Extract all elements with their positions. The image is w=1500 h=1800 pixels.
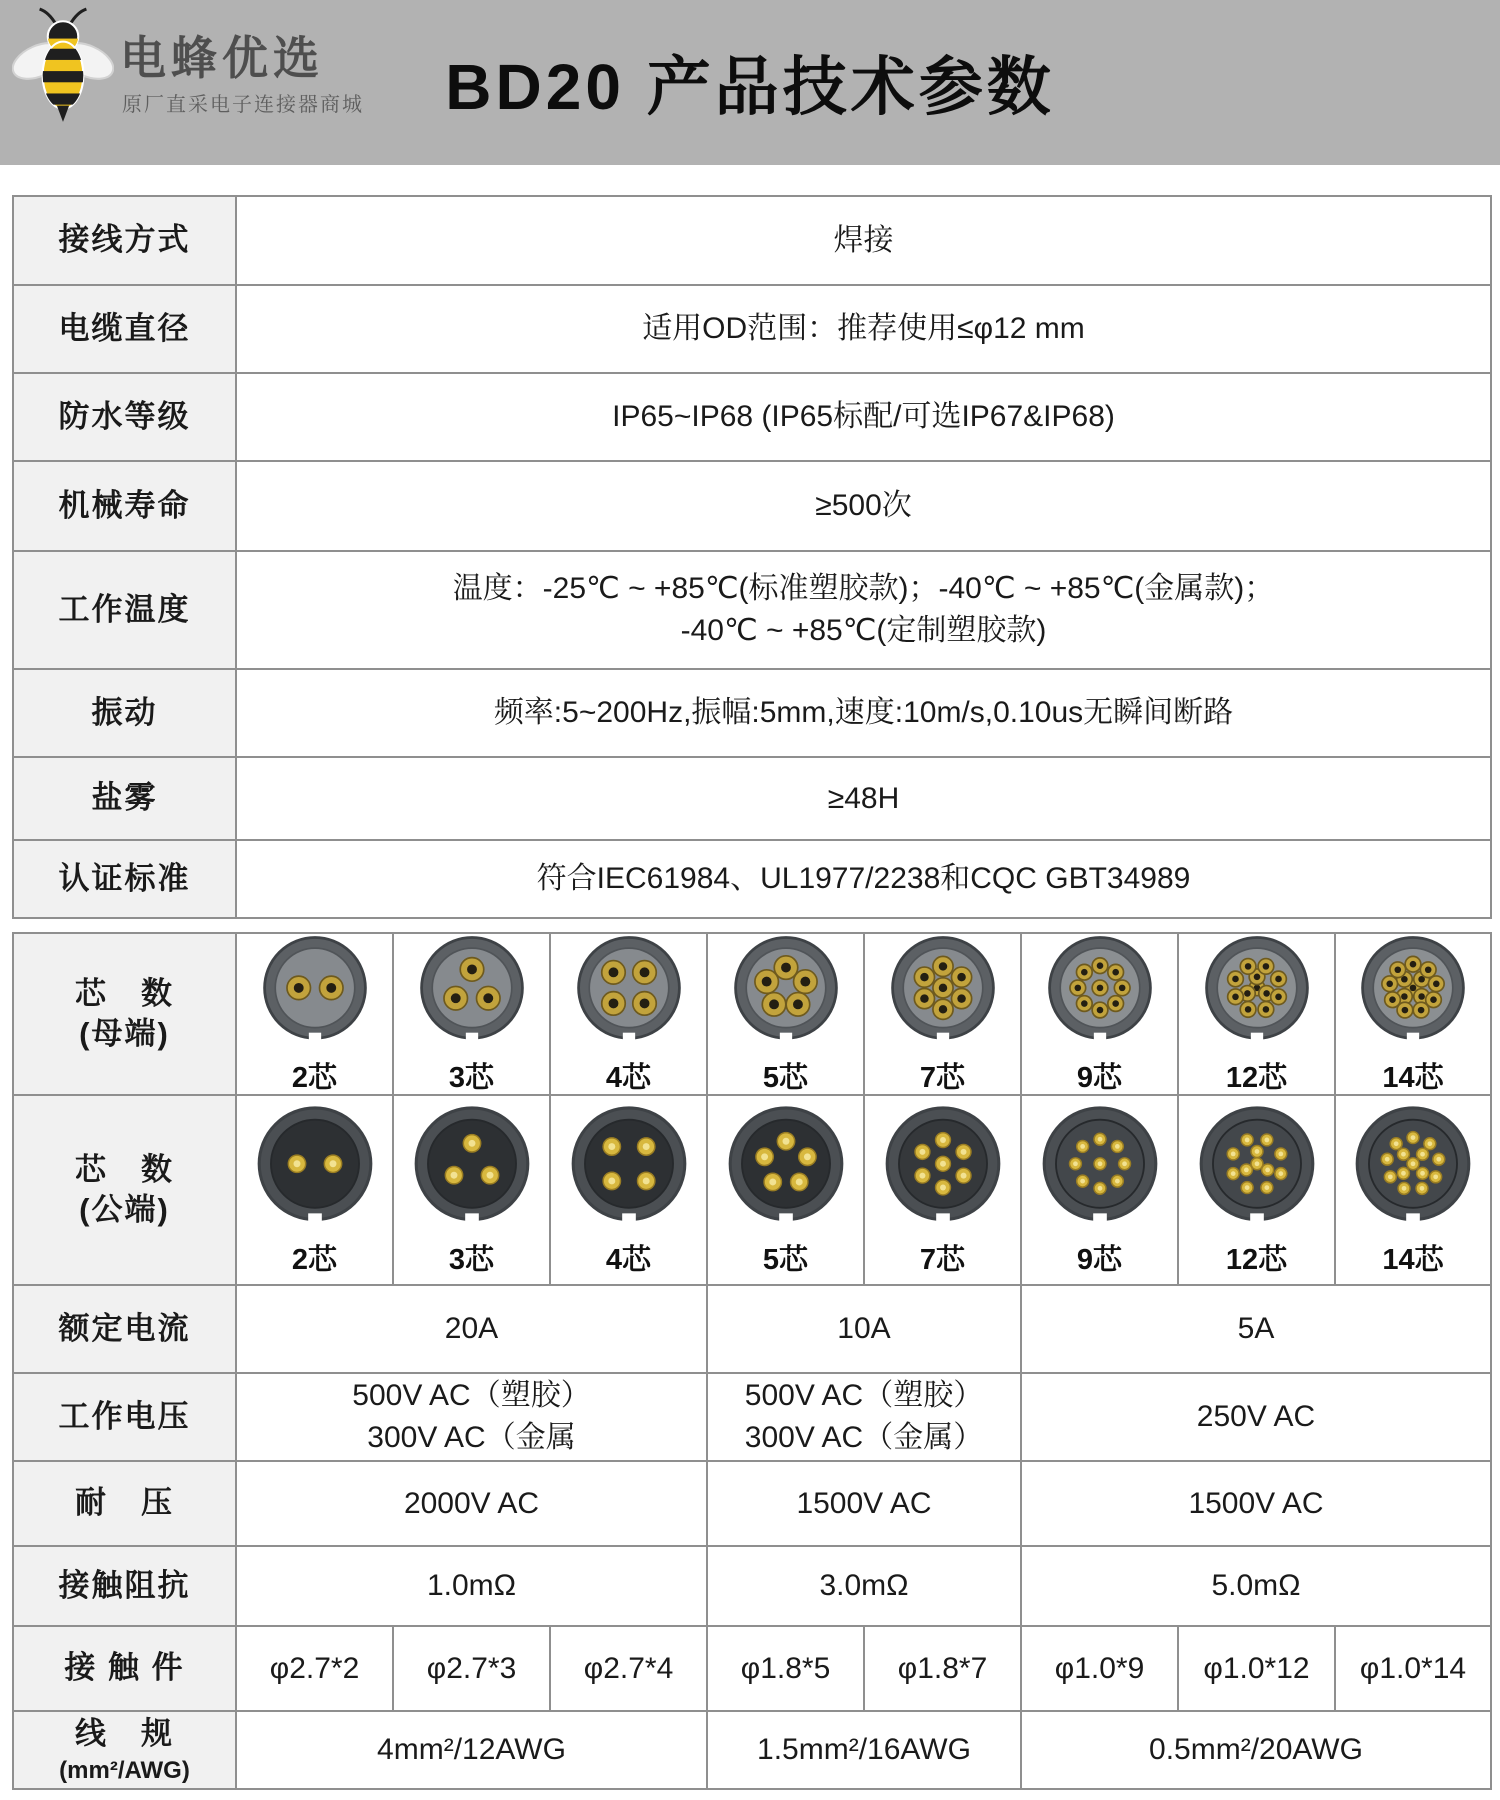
connector-9-core-female-image [1044,933,1156,1057]
spec-value-cell: φ1.8*5 [706,1627,863,1710]
spec-row-0 [14,1284,1490,1372]
spec-row [14,197,1490,284]
connector-cell [1334,934,1490,1094]
spec-row-4 [14,1625,1490,1710]
spec-row-3 [14,1545,1490,1625]
spec-value-cell: 1.0mΩ [235,1547,706,1625]
spec-row-label: 工作温度 [14,552,235,668]
connector-cell [1020,934,1177,1094]
spec-row-value: 焊接 [235,197,1490,284]
spec-row [14,550,1490,668]
connector-cell [392,1096,549,1284]
spec-row-label: 接 触 件 [14,1627,235,1710]
core-count-label: 12芯 [1225,1244,1288,1277]
spec-row-value: 温度：-25℃ ~ +85℃(标准塑胶款)；-40℃ ~ +85℃(金属款)； -40℃ ~ +85℃(定制塑胶款) [235,552,1490,668]
spec-value-cell: φ1.0*14 [1334,1627,1490,1710]
connector-cell [863,1096,1020,1284]
core-count-label: 14芯 [1382,1244,1444,1277]
spec-value-cell: φ2.7*4 [549,1627,706,1710]
spec-row [14,839,1490,917]
spec-row [14,460,1490,550]
spec-row-value: ≥500次 [235,462,1490,550]
connector-4-core-male-image [567,1103,691,1239]
spec-row [14,756,1490,839]
connector-4-core-female-image [573,933,685,1057]
core-count-label: 7芯 [919,1062,966,1095]
header [0,0,1500,165]
connector-cell [706,1096,863,1284]
spec-value-cell: 500V AC（塑胶） 300V AC（金属 [235,1374,706,1460]
spec-value-cell: φ1.0*12 [1177,1627,1334,1710]
spec-row-label: 工作电压 [14,1374,235,1460]
spec-row-label: 认证标准 [14,841,235,917]
connector-cell [392,934,549,1094]
connector-cell [235,1096,392,1284]
connector-cell [1177,934,1334,1094]
cores-row-male [14,1094,1490,1284]
spec-row [14,284,1490,372]
spec-row-value: 符合IEC61984、UL1977/2238和CQC GBT34989 [235,841,1490,917]
spec-value-cell: 250V AC [1020,1374,1490,1460]
connector-cell [1020,1096,1177,1284]
connector-9-core-male-image [1038,1103,1162,1239]
brand-name: 电蜂优选 [120,32,324,84]
connector-12-core-female-image [1201,933,1313,1057]
core-count-label: 9芯 [1076,1062,1123,1095]
core-count-label: 12芯 [1225,1062,1288,1095]
core-count-label: 3芯 [448,1244,495,1277]
connector-5-core-female-image [730,933,842,1057]
connector-14-core-male-image [1351,1103,1475,1239]
spec-row-label: 振动 [14,670,235,756]
brand-subtitle: 原厂直采电子连接器商城 [122,94,364,116]
connector-2-core-female-image [259,933,371,1057]
spec-value-cell: 3.0mΩ [706,1547,1020,1625]
spec-row-value: IP65~IP68 (IP65标配/可选IP67&IP68) [235,374,1490,460]
core-count-label: 4芯 [605,1244,652,1277]
connector-table [12,932,1492,1790]
core-count-label: 7芯 [919,1244,966,1277]
spec-row-5 [14,1710,1490,1788]
spec-value-cell: 1500V AC [1020,1462,1490,1545]
cores-row-female [14,934,1490,1094]
spec-row-label: 机械寿命 [14,462,235,550]
connector-12-core-male-image [1195,1103,1319,1239]
connector-14-core-female-image [1357,933,1469,1057]
spec-value-cell: 5A [1020,1286,1490,1372]
spec-row-2 [14,1460,1490,1545]
connector-7-core-female-image [887,933,999,1057]
connector-3-core-female-image [416,933,528,1057]
spec-value-cell: 0.5mm²/20AWG [1020,1712,1490,1788]
core-count-label: 4芯 [605,1062,652,1095]
spec-value-cell: φ1.0*9 [1020,1627,1177,1710]
spec-row-label: 线 规 (mm²/AWG) [14,1712,235,1788]
core-count-label: 14芯 [1382,1062,1444,1095]
connector-2-core-male-image [253,1103,377,1239]
page-title: BD20 产品技术参数 [445,51,1055,123]
spec-value-cell: φ2.7*2 [235,1627,392,1710]
spec-value-cell: 10A [706,1286,1020,1372]
connector-cell [549,1096,706,1284]
core-count-label: 9芯 [1076,1244,1123,1277]
spec-row-label: 接线方式 [14,197,235,284]
core-count-label: 2芯 [291,1244,338,1277]
core-count-label: 2芯 [291,1062,338,1095]
spec-value-cell: φ1.8*7 [863,1627,1020,1710]
connector-cell [549,934,706,1094]
spec-value-cell: 2000V AC [235,1462,706,1545]
spec-row-label: 额定电流 [14,1286,235,1372]
connector-cell [1177,1096,1334,1284]
connector-cell [235,934,392,1094]
spec-row-label: 盐雾 [14,758,235,839]
cores-label-male: 芯 数 (公端) [14,1096,235,1284]
spec-row-label: 耐 压 [14,1462,235,1545]
spec-row [14,668,1490,756]
cores-label-female: 芯 数 (母端) [14,934,235,1094]
connector-3-core-male-image [410,1103,534,1239]
core-count-label: 5芯 [762,1244,809,1277]
connector-7-core-male-image [881,1103,1005,1239]
spec-value-cell: 1500V AC [706,1462,1020,1545]
spec-value-cell: 4mm²/12AWG [235,1712,706,1788]
core-count-label: 5芯 [762,1062,809,1095]
spec-row-label: 电缆直径 [14,286,235,372]
spec-value-cell: 1.5mm²/16AWG [706,1712,1020,1788]
connector-cell [1334,1096,1490,1284]
spec-row-label: 防水等级 [14,374,235,460]
connector-cell [706,934,863,1094]
connector-5-core-male-image [724,1103,848,1239]
spec-table [12,195,1492,919]
spec-row-value: 适用OD范围：推荐使用≤φ12 mm [235,286,1490,372]
spec-value-cell: 20A [235,1286,706,1372]
spec-value-cell: 500V AC（塑胶） 300V AC（金属） [706,1374,1020,1460]
spec-row-value: ≥48H [235,758,1490,839]
spec-row-label: 接触阻抗 [14,1547,235,1625]
core-count-label: 3芯 [448,1062,495,1095]
spec-value-cell: 5.0mΩ [1020,1547,1490,1625]
spec-row [14,372,1490,460]
spec-row-1 [14,1372,1490,1460]
spec-row-value: 频率:5~200Hz,振幅:5mm,速度:10m/s,0.10us无瞬间断路 [235,670,1490,756]
spec-value-cell: φ2.7*3 [392,1627,549,1710]
connector-cell [863,934,1020,1094]
